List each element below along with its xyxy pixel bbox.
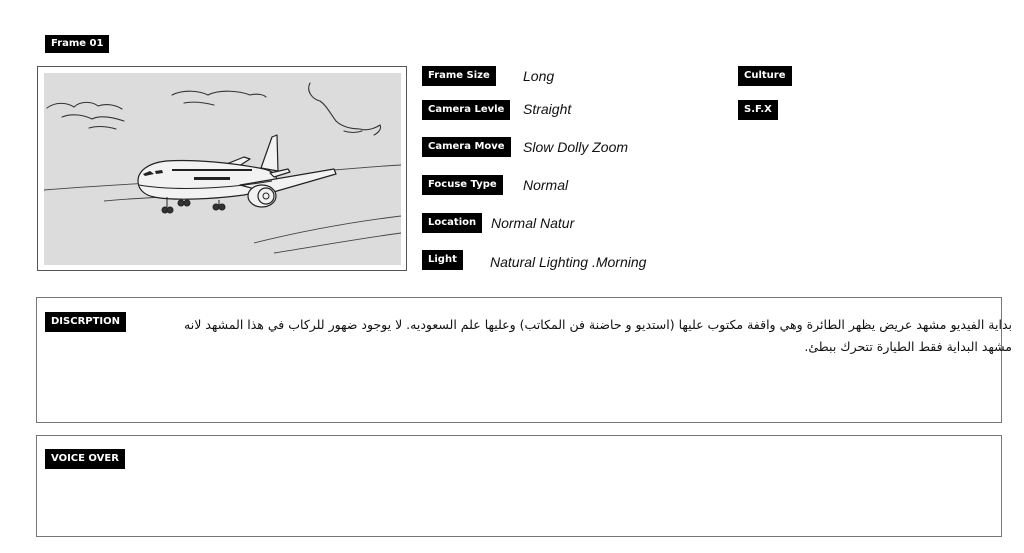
focus-type-value: Normal — [523, 177, 569, 193]
camera-move-value: Slow Dolly Zoom — [523, 139, 629, 155]
frame-size-value: Long — [523, 68, 555, 84]
culture-label: Culture — [738, 66, 792, 86]
light-label: Light — [422, 250, 463, 270]
sfx-label: S.F.X — [738, 100, 778, 120]
light-value: Natural Lighting .Morning — [490, 254, 647, 270]
location-value: Normal Natur — [491, 215, 575, 231]
description-panel — [36, 297, 1012, 423]
camera-level-label: Camera Levle — [422, 100, 510, 120]
frame-size-label: Frame Size — [422, 66, 496, 86]
focus-type-label: Focuse Type — [422, 175, 503, 195]
camera-level-value: Straight — [523, 101, 572, 117]
description-label: DISCRPTION — [45, 312, 126, 332]
airplane-sketch-image — [44, 73, 401, 265]
voice-over-label: VOICE OVER — [45, 449, 125, 469]
airplane-sketch-icon — [44, 73, 401, 265]
voice-over-panel — [36, 435, 1002, 537]
camera-move-label: Camera Move — [422, 137, 511, 157]
storyboard-frame — [37, 66, 407, 271]
frame-label: Frame 01 — [45, 35, 109, 53]
location-label: Location — [422, 213, 482, 233]
description-text: بداية الفيديو مشهد عريض يظهر الطائرة وهي واقفة مكتوب عليها (استديو و حاضنة فن المكاتب) وعليها علم السعوديه. لا يوجود ضهور للركاب في هذا المشهد لانه مشهد البداية فقط الطيارة تتحرك ببطئ. — [184, 317, 1012, 354]
